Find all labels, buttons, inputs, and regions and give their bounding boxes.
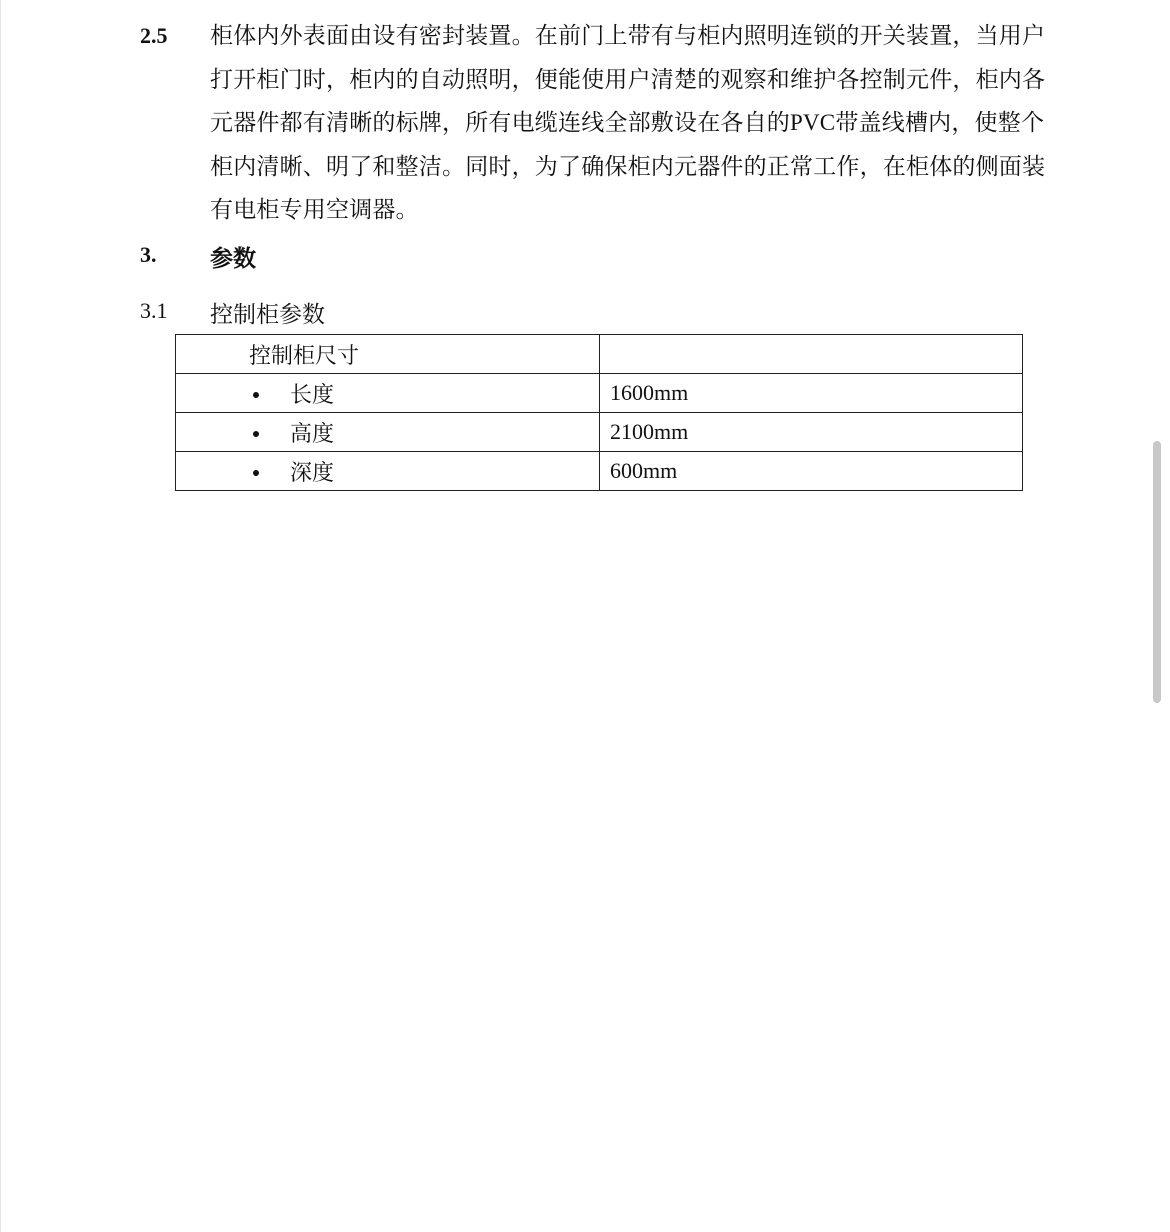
table-header-value-cell: [600, 335, 1023, 374]
table-row: [176, 413, 1023, 452]
row-value: 1600mm: [600, 374, 1023, 413]
bullet-icon: [253, 392, 259, 398]
table-header-label-cell: [176, 335, 600, 374]
row-label: 高度: [290, 420, 335, 446]
row-value: 600mm: [600, 452, 1023, 491]
section-number-2-5: 2.5: [140, 23, 168, 48]
table-label-cell: [176, 374, 600, 413]
section-number-3: 3.: [140, 242, 157, 267]
section-3-title: 参数: [210, 246, 256, 271]
bullet-icon: [253, 470, 259, 476]
section-3-1-title: 控制柜参数: [210, 302, 325, 327]
table-header-label: 控制柜尺寸: [249, 342, 360, 368]
paragraph-line: 柜体内外表面由设有密封装置。在前门上带有与柜内照明连锁的开关装置，当用户: [210, 23, 1046, 48]
section-number-3-1: 3.1: [140, 298, 168, 323]
table-label-cell: [176, 413, 600, 452]
table-row: [176, 452, 1023, 491]
vertical-scrollbar[interactable]: [1153, 441, 1161, 703]
bullet-icon: [253, 431, 259, 437]
table-label-cell: [176, 452, 600, 491]
row-label: 深度: [290, 459, 335, 485]
section-2-5-paragraph: [210, 14, 1062, 232]
table-row: [176, 374, 1023, 413]
table-header-row: [176, 335, 1023, 374]
parameters-table: [175, 334, 1023, 491]
paragraph-line: 柜内清晰、明了和整洁。同时，为了确保柜内元器件的正常工作，在柜体的侧面装: [210, 153, 1046, 179]
row-label: 长度: [290, 381, 335, 407]
paragraph-line: 打开柜门时，柜内的自动照明，便能使用户清楚的观察和维护各控制元件，柜内各: [210, 66, 1046, 92]
paragraph-line: 元器件都有清晰的标牌，所有电缆连线全部敷设在各自的PVC带盖线槽内，使整个: [210, 110, 1045, 135]
paragraph-line: 有电柜专用空调器。: [210, 197, 419, 222]
row-value: 2100mm: [600, 413, 1023, 452]
